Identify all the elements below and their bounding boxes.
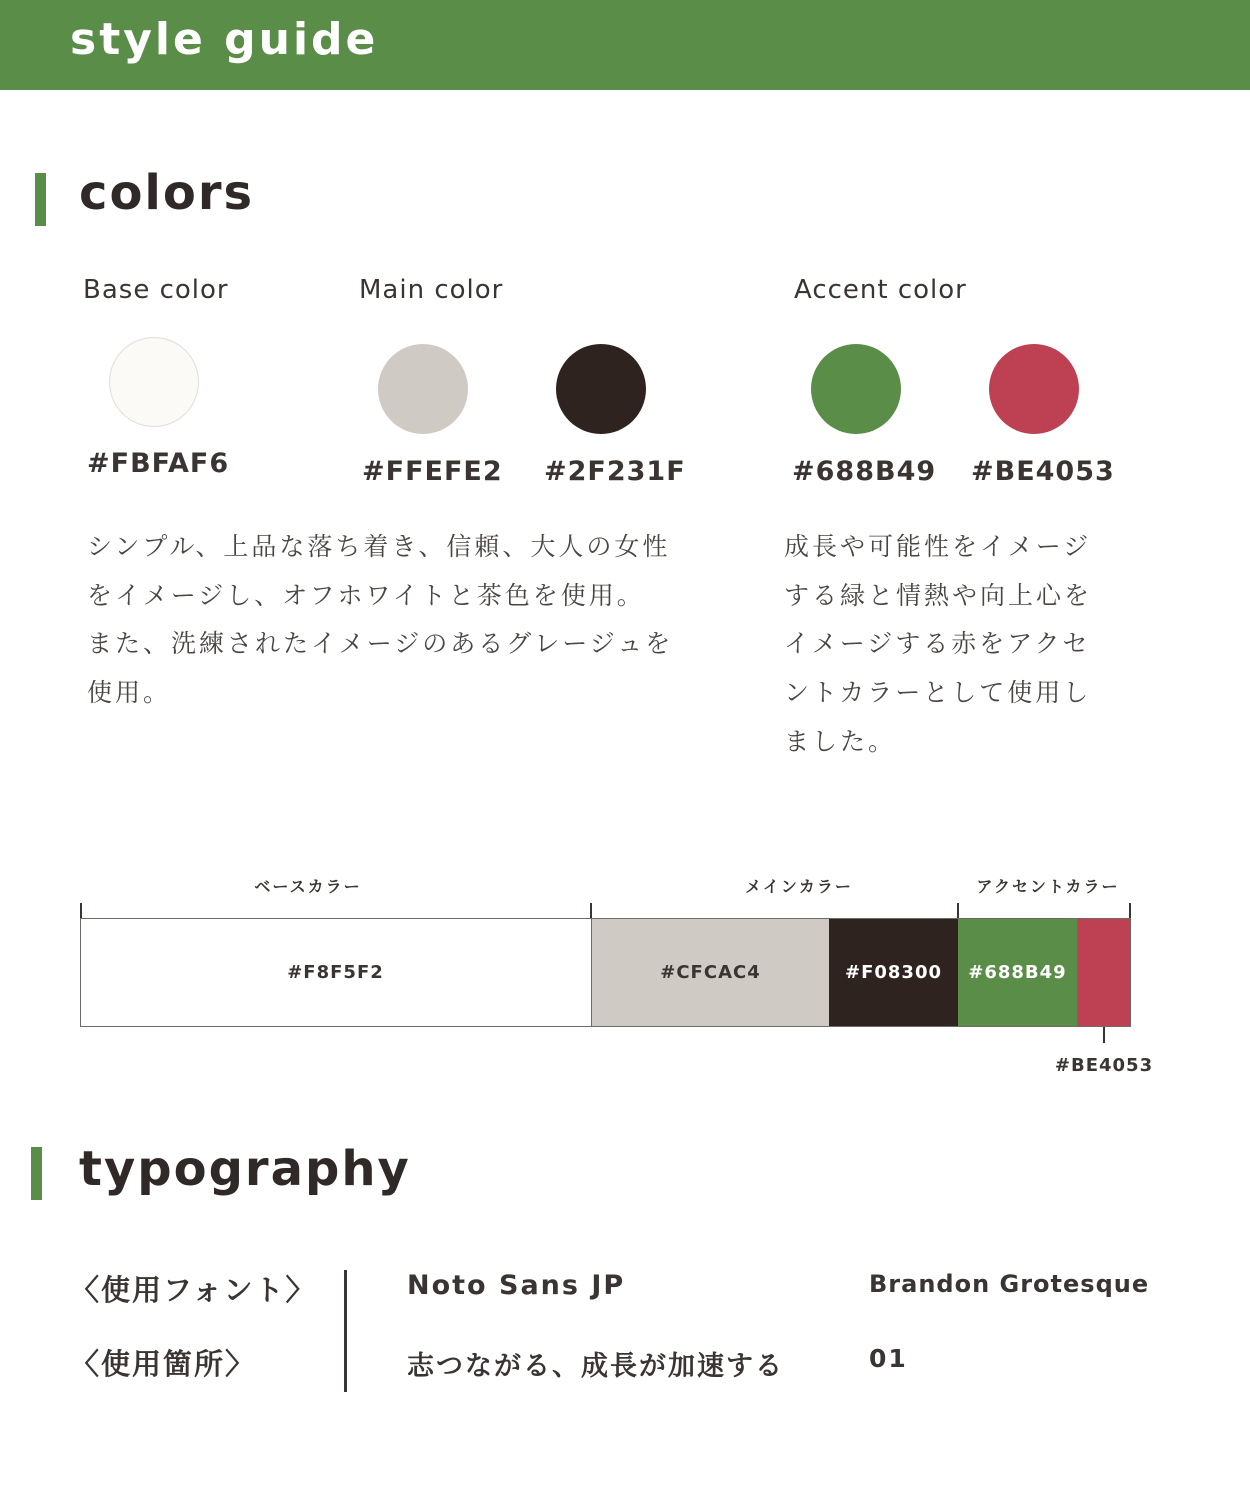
callout-line: [1103, 1027, 1105, 1043]
description-line: 成長や可能性をイメージ: [784, 532, 1092, 561]
accent-description: [784, 523, 1092, 767]
main-color-swatch-2: [556, 344, 646, 434]
usage-label: 〈使用箇所〉: [70, 1347, 257, 1381]
colors-section-title: colors: [79, 165, 255, 221]
ratio-segment-main-2: [829, 918, 958, 1027]
segment-hex: #CFCAC4: [660, 962, 761, 983]
description-line: する緑と情熱や向上心を: [784, 580, 1093, 610]
usage-2: 01: [869, 1344, 908, 1373]
segment-hex: #688B49: [968, 962, 1067, 983]
accent-ratio-label: アクセントカラー: [976, 877, 1120, 896]
description-line: イメージする赤をアクセ: [784, 629, 1091, 659]
typography-section-marker: [31, 1147, 42, 1200]
font-name-2: Brandon Grotesque: [869, 1270, 1150, 1298]
base-color-label: Base color: [83, 275, 229, 305]
accent-color-label: Accent color: [794, 275, 967, 305]
callout-hex: #BE4053: [1054, 1055, 1154, 1076]
typography-section-title: typography: [79, 1141, 411, 1197]
accent-color-swatch-2: [989, 344, 1079, 434]
bracket-tick: [957, 903, 959, 919]
base-ratio-label: ベースカラー: [254, 877, 362, 896]
typography-divider: [344, 1270, 347, 1392]
accent-color-hex-1: #688B49: [792, 456, 937, 487]
ratio-segment-accent-2: [1077, 918, 1131, 1027]
bracket-tick: [1129, 903, 1131, 919]
font-label: 〈使用フォント〉: [70, 1273, 317, 1307]
main-color-swatch-1: [378, 344, 468, 434]
main-color-hex-1: #FFEFE2: [362, 456, 503, 487]
base-main-description: [87, 523, 673, 718]
font-name-1: Noto Sans JP: [407, 1270, 626, 1301]
base-color-swatch: [109, 337, 199, 427]
segment-hex: #F08300: [845, 962, 942, 983]
main-ratio-label: メインカラー: [745, 877, 853, 896]
ratio-segment-base: [80, 918, 591, 1027]
page-title: style guide: [70, 14, 379, 65]
description-line: 使用。: [87, 678, 172, 708]
base-color-hex: #FBFAF6: [87, 448, 230, 479]
description-line: ントカラーとして使用し: [784, 678, 1092, 708]
ratio-segment-accent-1: [958, 918, 1077, 1027]
bracket-tick: [80, 903, 82, 919]
ratio-segment-main-1: [591, 918, 829, 1027]
description-line: また、洗練されたイメージのあるグレージュを: [87, 629, 674, 659]
main-color-label: Main color: [359, 275, 504, 305]
description-line: ました。: [784, 726, 897, 756]
page-header: [0, 0, 1250, 90]
accent-color-swatch-1: [811, 344, 901, 434]
description-line: シンプル、上品な落ち着き、信頼、大人の女性: [87, 532, 671, 561]
colors-section-marker: [35, 173, 46, 226]
usage-1: 志つながる、成長が加速する: [407, 1351, 784, 1382]
bracket-tick: [590, 903, 592, 919]
main-color-hex-2: #2F231F: [544, 456, 686, 487]
segment-hex: #F8F5F2: [287, 962, 384, 983]
description-line: をイメージし、オフホワイトと茶色を使用。: [87, 580, 645, 610]
accent-color-hex-2: #BE4053: [971, 456, 1115, 487]
